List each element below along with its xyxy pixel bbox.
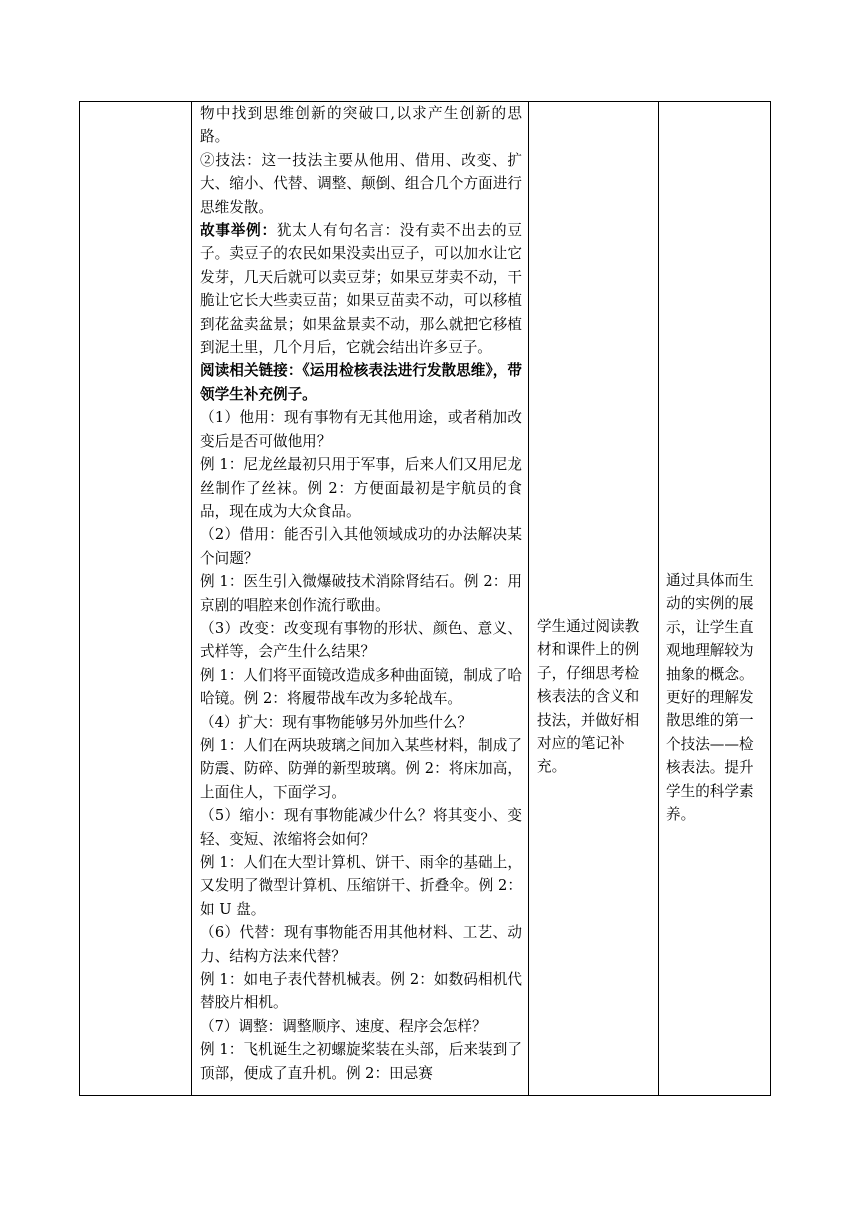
paragraph-other-use: （1）他用：现有事物有无其他用途，或者稍加改变后是否可做他用？ <box>200 409 522 450</box>
teacher-activity-content <box>192 102 528 1095</box>
paragraph-shrink-example: 例 1：人们在大型计算机、饼干、雨伞的基础上，又发明了微型计算机、压缩饼干、折叠伞。例 2：如 U 盘。 <box>200 854 522 918</box>
story-example-text: 犹太人有句名言：没有卖不出去的豆子。卖豆子的农民如果没卖出豆子，可以加水让它发芽，几天后就可以卖豆芽；如果豆芽卖不动，干脆让它长大些卖豆苗；如果豆苗卖不动，可以移植到花盆卖盆景；如果盆景卖不动，那么就把它移植到泥土里，几个月后，它就会结出许多豆子。 <box>200 222 522 357</box>
story-example-label: 故事举例： <box>200 222 277 240</box>
teacher-activity-cell <box>192 102 529 1096</box>
design-intent-cell <box>659 102 771 1096</box>
paragraph-replace: （6）代替：现有事物能否用其他材料、工艺、动力、结构方法来代替？ <box>200 924 522 965</box>
stage-column-cell <box>80 102 192 1096</box>
paragraph-borrow-example: 例 1：医生引入微爆破技术消除肾结石。例 2：用京剧的唱腔来创作流行歌曲。 <box>200 573 522 614</box>
paragraph-change: （3）改变：改变现有事物的形状、颜色、意义、式样等，会产生什么结果？ <box>200 619 522 661</box>
design-intent-text: 通过具体而生动的实例的展示，让学生直观地理解较为抽象的概念。更好的理解发散思维的第一个技法——检核表法。提升学生的科学素养。 <box>666 572 754 824</box>
paragraph-replace-example: 例 1：如电子表代替机械表。例 2：如数码相机代替胶片相机。 <box>200 971 522 1012</box>
paragraph-enlarge-example: 例 1：人们在两块玻璃之间加入某些材料，制成了防震、防碎、防弹的新型玻璃。例 2：将床加高，上面住人，下面学习。 <box>200 736 522 801</box>
table-row <box>80 102 771 1096</box>
student-activity-text: 学生通过阅读教材和课件上的例子，仔细思考检核表法的含义和技法，并做好相对应的笔记补充。 <box>537 618 640 776</box>
paragraph-adjust: （7）调整：调整顺序、速度、程序会怎样？ <box>200 1017 487 1035</box>
paragraph-adjust-example: 例 1：飞机诞生之初螺旋桨装在头部，后来装到了顶部，便成了直升机。例 2：田忌赛 <box>200 1041 522 1082</box>
paragraph-reading-link: 阅读相关链接：《运用检核表法进行发散思维》，带领学生补充例子。 <box>200 362 522 403</box>
paragraph-change-example: 例 1：人们将平面镜改造成多种曲面镜，制成了哈哈镜。例 2：将履带战车改为多轮战车。 <box>200 666 522 708</box>
paragraph-shrink: （5）缩小：现有事物能减少什么？将其变小、变轻、变短、浓缩将会如何？ <box>200 807 522 848</box>
student-activity-cell <box>529 102 659 1096</box>
paragraph-intro-continuation: 物中找到思维创新的突破口,以求产生创新的思路。 <box>200 105 522 146</box>
lesson-plan-table <box>79 101 771 1096</box>
paragraph-other-use-example: 例 1：尼龙丝最初只用于军事，后来人们又用尼龙丝制作了丝袜。例 2：方便面最初是宇航员的食品，现在成为大众食品。 <box>200 456 522 520</box>
paragraph-borrow: （2）借用：能否引入其他领域成功的办法解决某个问题？ <box>200 526 522 567</box>
paragraph-technique: ②技法：这一技法主要从他用、借用、改变、扩大、缩小、代替、调整、颠倒、组合几个方面进行思维发散。 <box>200 151 522 216</box>
paragraph-story-example <box>200 219 522 359</box>
paragraph-enlarge: （4）扩大：现有事物能够另外加些什么？ <box>200 713 472 731</box>
